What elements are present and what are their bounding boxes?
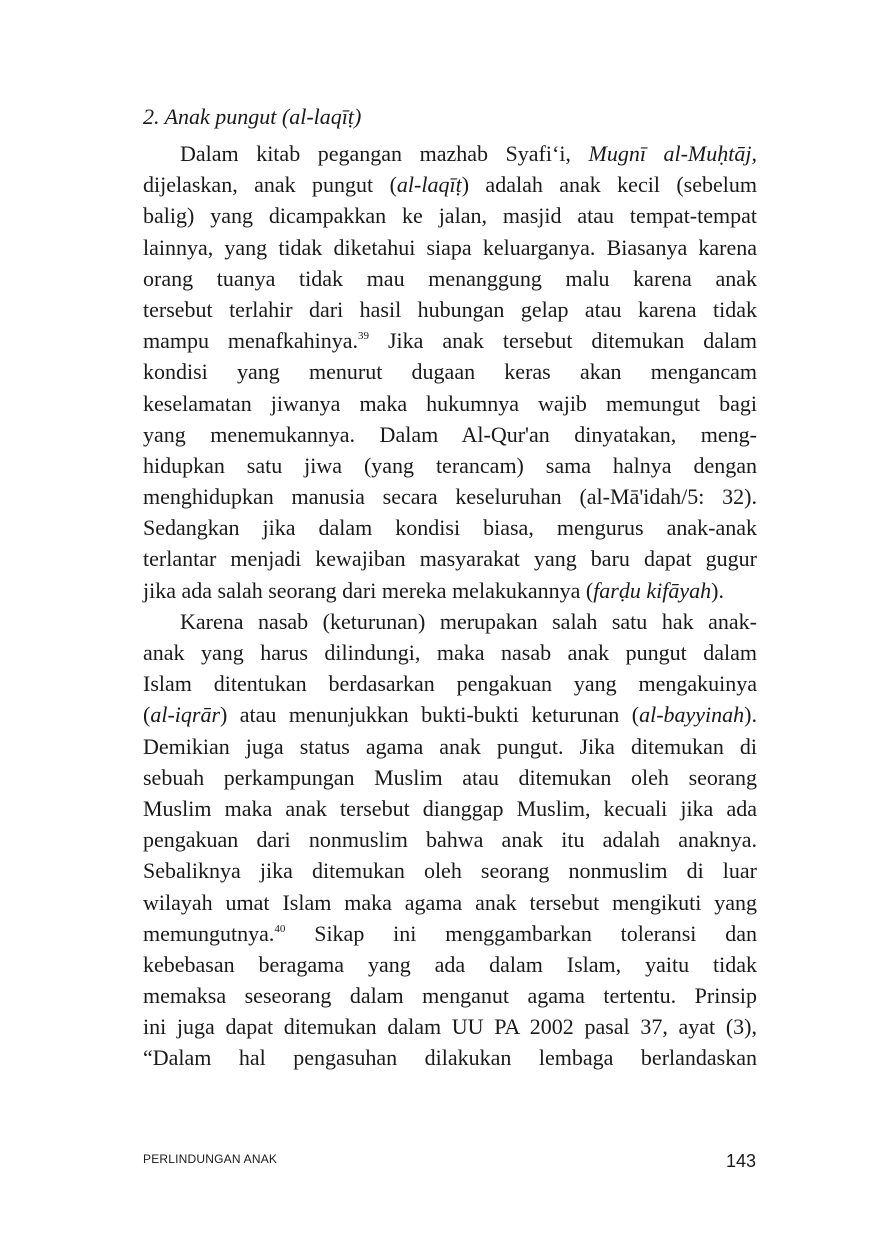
text-segment: tersebut terlahir dari hasil hubungan gelap atau karena tidak — [143, 296, 757, 322]
text-line — [143, 855, 757, 886]
text-segment: keselamatan jiwanya maka hukumnya wajib memungut bagi — [143, 390, 757, 416]
text-line — [143, 731, 757, 762]
text-line — [143, 200, 757, 231]
text-segment: dijelaskan, anak pungut ( — [143, 172, 397, 198]
italic-term: al-bayyinah — [639, 702, 745, 728]
italic-term: al-laqīṭ — [396, 172, 462, 198]
text-segment: balig) yang dicampakkan ke jalan, masjid atau tempat-tempat — [143, 203, 757, 229]
text-line — [143, 762, 757, 793]
text-segment: Karena nasab (keturunan) merupakan salah satu hak anak- — [180, 608, 757, 634]
text-segment: ) adalah anak kecil (sebelum — [461, 172, 757, 198]
text-line — [143, 824, 757, 855]
running-footer-title: PERLINDUNGAN ANAK — [143, 1152, 278, 1166]
text-segment: orang tuanya tidak mau menanggung malu karena anak — [143, 265, 757, 291]
text-line — [143, 887, 757, 918]
text-line — [143, 138, 757, 169]
text-line — [143, 232, 757, 263]
text-segment: kebebasan beragama yang ada dalam Islam, yaitu tidak — [143, 951, 757, 977]
text-segment: hidupkan satu jiwa (yang terancam) sama halnya dengan — [143, 452, 757, 478]
text-line — [143, 668, 757, 699]
text-line — [143, 793, 757, 824]
text-line — [143, 356, 757, 387]
text-line — [143, 699, 757, 730]
text-segment: ). — [744, 702, 757, 728]
text-segment: Sikap ini menggambarkan toleransi dan — [285, 920, 757, 946]
text-segment: yang menemukannya. Dalam Al-Qur'an dinyatakan, meng- — [143, 421, 757, 447]
text-segment: lainnya, yang tidak diketahui siapa keluarganya. Biasanya karena — [143, 234, 757, 260]
text-segment: anak yang harus dilindungi, maka nasab anak pungut dalam — [143, 640, 757, 665]
text-segment: pengakuan dari nonmuslim bahwa anak itu adalah anaknya. — [143, 827, 757, 853]
text-line — [143, 294, 757, 325]
text-line — [143, 481, 757, 512]
text-line — [143, 637, 757, 668]
text-segment: kondisi yang menurut dugaan keras akan mengancam — [143, 359, 757, 385]
text-segment: Demikian juga status agama anak pungut. Jika ditemukan di — [143, 733, 757, 759]
text-line — [143, 543, 757, 574]
text-line — [143, 169, 757, 200]
text-line — [143, 575, 757, 606]
text-segment: wilayah umat Islam maka agama anak tersebut mengikuti yang — [143, 889, 757, 915]
text-segment: Islam ditentukan berdasarkan pengakuan yang mengakuinya — [143, 671, 757, 697]
body-text — [143, 138, 757, 1074]
text-line — [143, 949, 757, 980]
text-segment: ). — [711, 577, 724, 603]
text-segment: Dalam kitab pegangan mazhab Syafi‘i, — [180, 141, 589, 166]
text-line — [143, 1042, 757, 1073]
text-line — [143, 1011, 757, 1042]
italic-term: Mugnī al-Muḥtāj, — [588, 141, 757, 166]
text-segment: jika ada salah seorang dari mereka melakukannya ( — [143, 577, 594, 603]
text-segment: Jika anak tersebut ditemukan dalam — [369, 328, 757, 354]
section-heading: 2. Anak pungut (al-laqīṭ) — [143, 104, 362, 129]
footnote-marker: 40 — [274, 922, 286, 935]
text-line — [143, 606, 757, 637]
text-line — [143, 419, 757, 450]
text-segment: Muslim maka anak tersebut dianggap Muslim, kecuali jika ada — [143, 795, 757, 821]
text-line — [143, 450, 757, 481]
text-segment: memaksa seseorang dalam menganut agama tertentu. Prinsip — [143, 983, 757, 1009]
text-segment: ini juga dapat ditemukan dalam UU PA 2002 pasal 37, ayat (3), — [143, 1014, 757, 1040]
text-segment: Sedangkan jika dalam kondisi biasa, mengurus anak-anak — [143, 515, 757, 541]
text-segment: Sebaliknya jika ditemukan oleh seorang nonmuslim di luar — [143, 858, 757, 884]
text-segment: memungutnya. — [143, 920, 275, 946]
text-segment: sebuah perkampungan Muslim atau ditemukan oleh seorang — [143, 764, 757, 790]
footnote-marker: 39 — [358, 330, 370, 343]
text-line — [143, 918, 757, 949]
text-line — [143, 263, 757, 294]
italic-term: al-iqrār — [150, 702, 221, 728]
text-segment: terlantar menjadi kewajiban masyarakat yang baru dapat gugur — [143, 546, 757, 572]
text-segment: menghidupkan manusia secara keseluruhan (al-Mā'idah/5: 32). — [143, 484, 757, 510]
text-line — [143, 325, 757, 356]
text-line — [143, 980, 757, 1011]
text-segment: mampu menafkahinya. — [143, 328, 359, 354]
text-line — [143, 388, 757, 419]
italic-term: farḍu kifāyah — [593, 577, 712, 603]
text-segment: ) atau menunjukkan bukti-bukti keturunan ( — [220, 702, 640, 728]
text-segment: ( — [143, 702, 151, 728]
text-segment: “Dalam hal pengasuhan dilakukan lembaga berlandaskan — [143, 1045, 757, 1071]
text-line — [143, 512, 757, 543]
page-number: 143 — [725, 1151, 756, 1171]
